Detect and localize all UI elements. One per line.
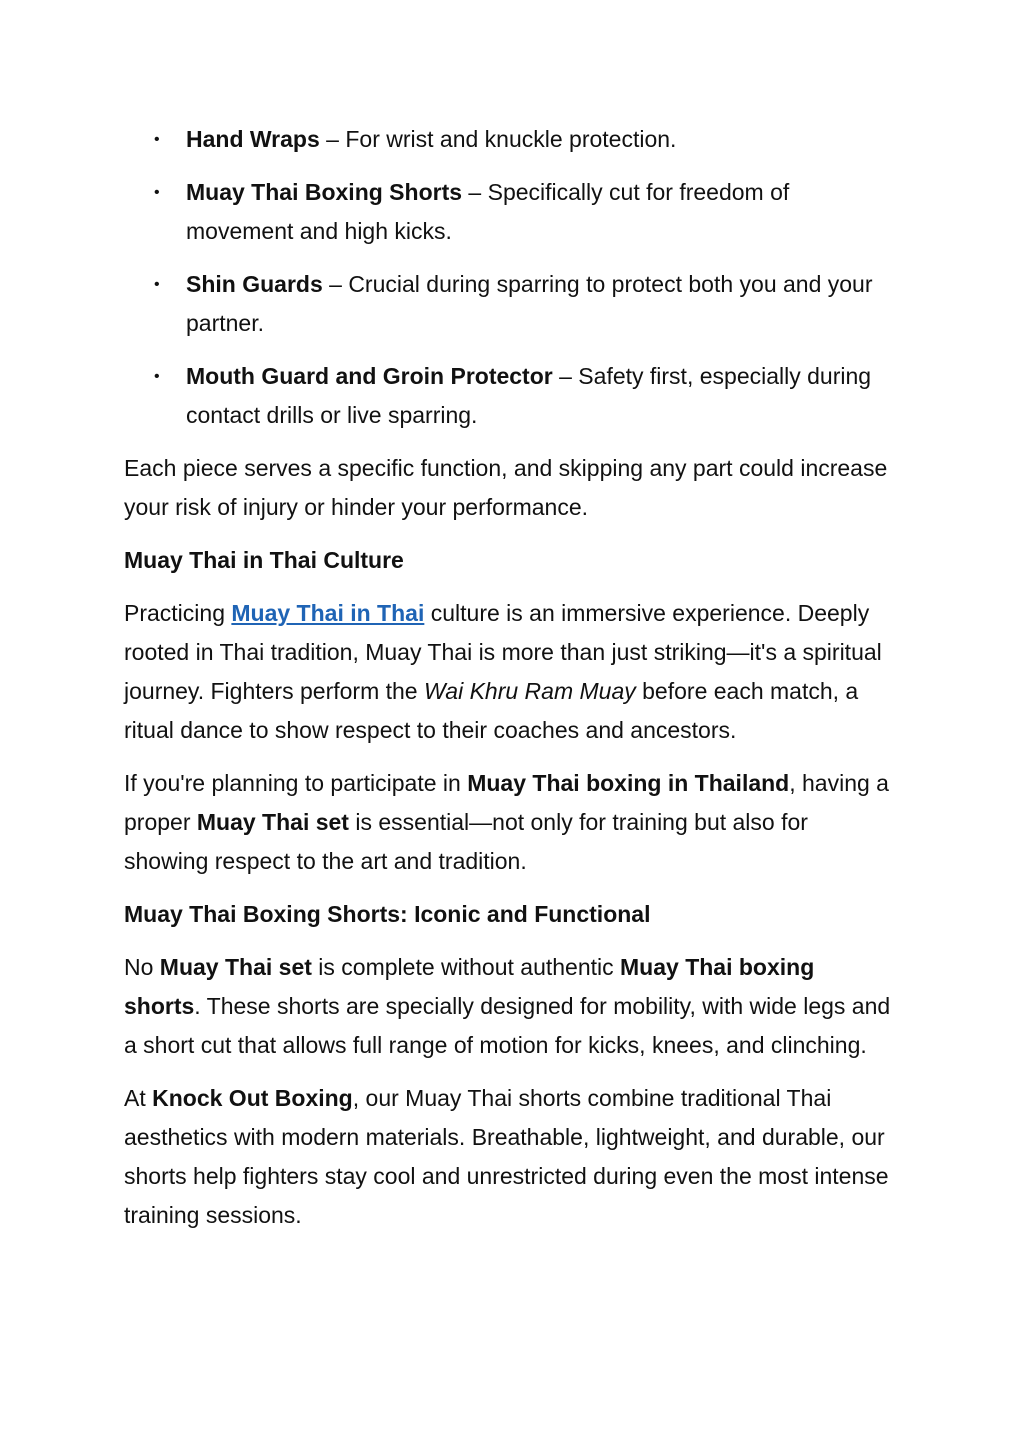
bold-phrase: Muay Thai set — [159, 954, 312, 980]
bullet-icon: • — [154, 276, 160, 293]
heading-thai-culture: Muay Thai in Thai Culture — [124, 547, 404, 573]
italic-ritual-name: Wai Khru Ram Muay — [423, 678, 636, 704]
muay-thai-in-thai-link[interactable]: Muay Thai in Thai — [231, 600, 425, 626]
bullet-icon: • — [154, 184, 160, 201]
equipment-list — [124, 120, 894, 435]
bold-phrase: Muay Thai boxing shorts — [124, 954, 815, 1019]
list-item — [124, 120, 894, 159]
paragraph-knock-out-boxing — [124, 1079, 894, 1235]
list-item-term: Hand Wraps — [186, 126, 320, 152]
list-item — [124, 357, 894, 435]
document-page — [124, 120, 894, 1249]
list-item-term: Mouth Guard and Groin Protector — [186, 363, 553, 389]
list-item-term: Muay Thai Boxing Shorts — [186, 179, 463, 205]
paragraph-planning — [124, 764, 894, 881]
text-span: At — [124, 1085, 153, 1111]
text-span: , our Muay Thai shorts combine traditional Thai aesthetics with modern materials. Breathable, lightweight, and durable, our shorts help fighters stay cool and unrestricted during even the most intense training sessions. — [124, 1085, 889, 1228]
list-item-desc: – For wrist and knuckle protection. — [319, 126, 677, 152]
heading-boxing-shorts: Muay Thai Boxing Shorts: Iconic and Functional — [124, 901, 651, 927]
text-span: is essential—not only for training but also for showing respect to the art and tradition. — [124, 809, 808, 874]
text-span: before each match, a ritual dance to show respect to their coaches and ancestors. — [124, 678, 859, 743]
list-item-desc: – Safety first, especially during contact drills or live sparring. — [186, 363, 872, 428]
text-span: No — [124, 954, 160, 980]
text-span: , having a proper — [124, 770, 889, 835]
text-span: culture is an immersive experience. Deeply rooted in Thai tradition, Muay Thai is more than just striking—it's a spiritual journey. Fighters perform the — [124, 600, 882, 704]
list-item — [124, 173, 894, 251]
bullet-icon: • — [154, 368, 160, 385]
bullet-icon: • — [154, 131, 160, 148]
text-span: . These shorts are specially designed for mobility, with wide legs and a short cut that allows full range of motion for kicks, knees, and clinching. — [124, 993, 891, 1058]
list-item-desc: – Specifically cut for freedom of movement and high kicks. — [186, 179, 790, 244]
bold-brand: Knock Out Boxing — [152, 1085, 353, 1111]
bold-phrase: Muay Thai boxing in Thailand — [467, 770, 790, 796]
text-span: is complete without authentic — [311, 954, 621, 980]
paragraph-each-piece: Each piece serves a specific function, and skipping any part could increase your risk of injury or hinder your performance. — [124, 455, 888, 520]
list-item — [124, 265, 894, 343]
bold-phrase: Muay Thai set — [196, 809, 349, 835]
list-item-term: Shin Guards — [186, 271, 323, 297]
list-item-desc: – Crucial during sparring to protect both you and your partner. — [186, 271, 873, 336]
text-span: If you're planning to participate in — [124, 770, 468, 796]
paragraph-practicing — [124, 594, 894, 750]
paragraph-no-set — [124, 948, 894, 1065]
text-span: Practicing — [124, 600, 232, 626]
